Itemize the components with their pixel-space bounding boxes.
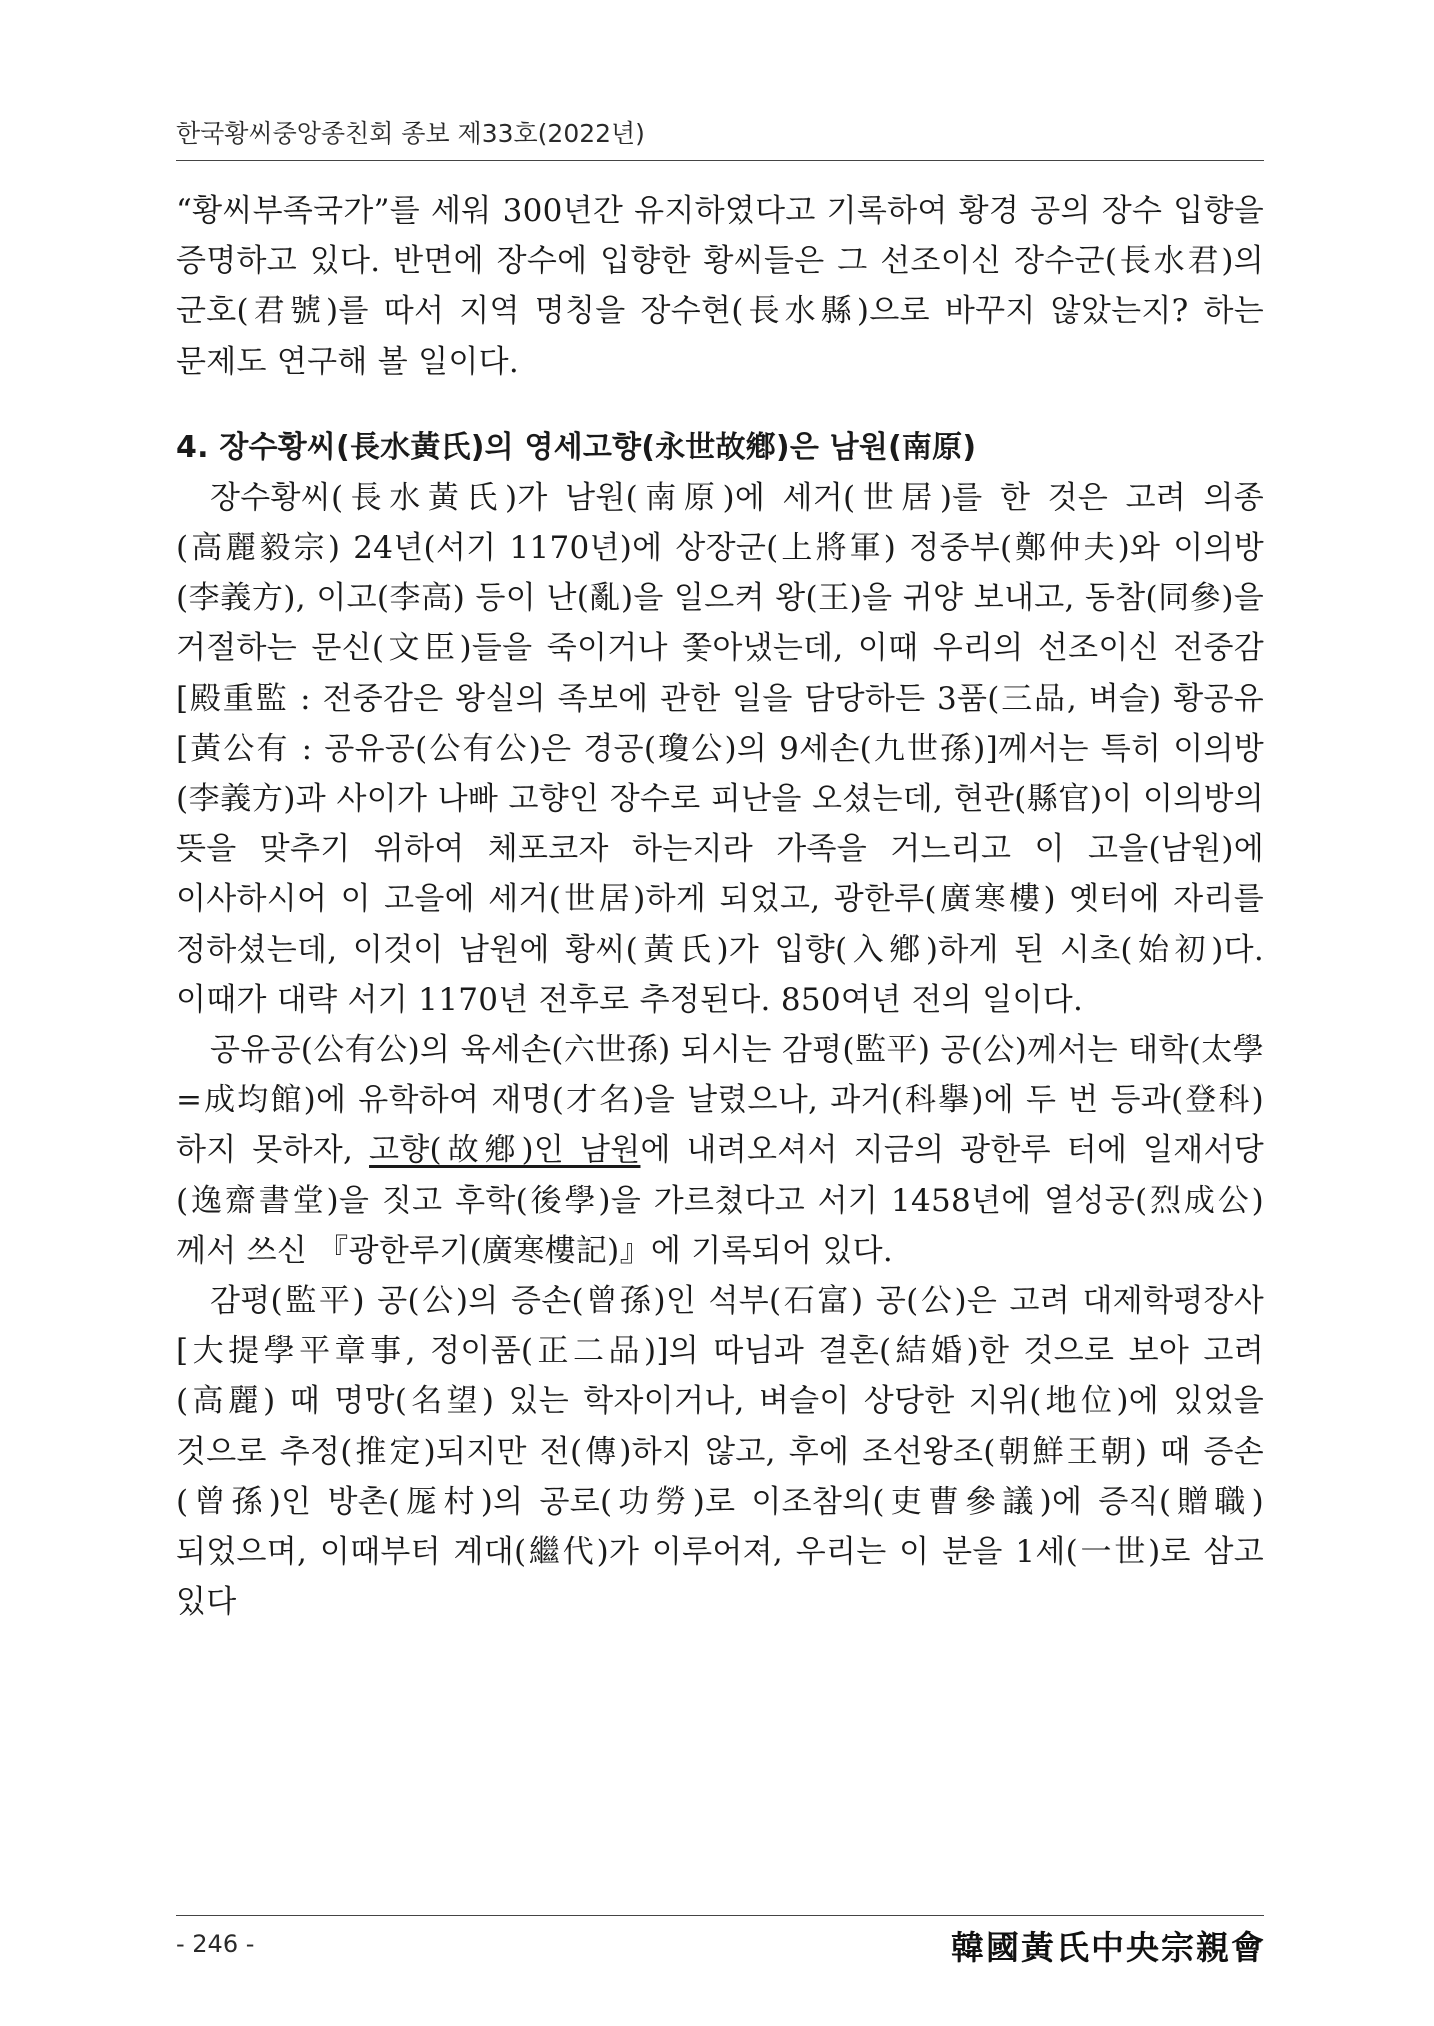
paragraph-2-before: 공유공(公有公)의 육세손(六世孫) 되시는 감평(監平) 공(公)께서는 태학(太學=成均館)에 유학하여 재명(才名)을 날렸으나, 과거(科擧)에 두 번 등과(登科)하지 못하자, [176, 1032, 1264, 1169]
paragraph-1: 장수황씨(長水黃氏)가 남원(南原)에 세거(世居)를 한 것은 고려 의종(高麗毅宗) 24년(서기 1170년)에 상장군(上將軍) 정중부(鄭仲夫)와 이의방(李義方), 이고(李高) 등이 난(亂)을 일으켜 왕(王)을 귀양 보내고, 동참(同參)을 거절하는 문신(文臣)들을 죽이거나 쫓아냈는데, 이때 우리의 선조이신 전중감[殿重監 : 전중감은 왕실의 족보에 관한 일을 담당하든 3품(三品, 벼슬) 황공유[黃公有 : 공유공(公有公)은 경공(瓊公)의 9세손(九世孫)]께서는 특히 이의방(李義方)과 사이가 나빠 고향인 장수로 피난을 오셨는데, 현관(縣官)이 이의방의 뜻을 맞추기 위하여 체포코자 하는지라 가족을 거느리고 이 고을(남원)에 이사하시어 이 고을에 세거(世居)하게 되었고, 광한루(廣寒樓) 옛터에 자리를 정하셨는데, 이것이 남원에 황씨(黃氏)가 입향(入鄕)하게 된 시초(始初)다. 이때가 대략 서기 1170년 전후로 추정된다. 850여년 전의 일이다. [176, 479, 1264, 1018]
paragraph-2 [176, 1025, 1264, 1276]
header-rule [176, 160, 1264, 161]
running-header: 한국황씨중앙종친회 종보 제33호(2022년) [176, 119, 645, 148]
footer-rule [176, 1915, 1264, 1916]
intro-paragraph: “황씨부족국가”를 세워 300년간 유지하였다고 기록하여 황경 공의 장수 입향을 증명하고 있다. 반면에 장수에 입향한 황씨들은 그 선조이신 장수군(長水君)의 군호(君號)를 따서 지역 명칭을 장수현(長水縣)으로 바꾸지 않았는지? 하는 문제도 연구해 볼 일이다. [176, 193, 1264, 380]
paragraph-2-after: 에 내려오셔서 지금의 광한루 터에 일재서당(逸齋書堂)을 짓고 후학(後學)을 가르쳤다고 서기 1458년에 열성공(烈成公)께서 쓰신 『광한루기(廣寒樓記)』에 기록되어 있다. [176, 1132, 1264, 1269]
paragraph-3: 감평(監平) 공(公)의 증손(曾孫)인 석부(石富) 공(公)은 고려 대제학평장사[大提學平章事, 정이품(正二品)]의 따님과 결혼(結婚)한 것으로 보아 고려(高麗) 때 명망(名望) 있는 학자이거나, 벼슬이 상당한 지위(地位)에 있었을 것으로 추정(推定)되지만 전(傳)하지 않고, 후에 조선왕조(朝鮮王朝) 때 증손(曾孫)인 방촌(厖村)의 공로(功勞)로 이조참의(吏曹參議)에 증직(贈職)되었으며, 이때부터 계대(繼代)가 이루어져, 우리는 이 분을 1세(一世)로 삼고 있다 [176, 1283, 1264, 1621]
underlined-phrase: 고향(故鄕)인 남원 [369, 1132, 641, 1169]
body-text [176, 186, 1264, 1627]
footer-logo: 韓國黃氏中央宗親會 [951, 1928, 1266, 1967]
section-heading: 4. 장수황씨(長水黃氏)의 영세고향(永世故鄕)은 남원(南原) [176, 429, 977, 465]
page-number: - 246 - [176, 1930, 255, 1958]
